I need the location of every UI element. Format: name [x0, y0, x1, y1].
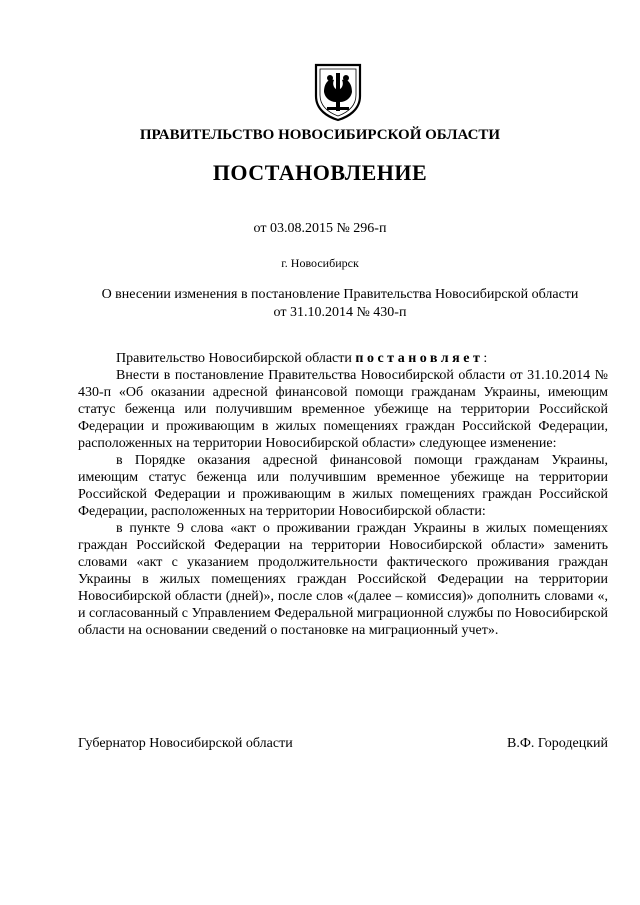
subject-line-1: О внесении изменения в постановление Правительства Новосибирской области	[101, 287, 579, 302]
paragraph-clause-9: в пункте 9 слова «акт о проживании граждан Украины в жилых помещениях граждан Российской Федерации на территории Новосибирской области» заменить словами «акт с указанием продолжительности фактического проживания граждан Украины в жилых помещениях граждан Российской Федерации на территории Новосибирской области (дней)», после слов «(далее – комиссия)» дополнить словами «, и согласованный с Управлением Федеральной миграционной службы по Новосибирской области на основании сведений о постановке на миграционный учет».	[78, 521, 608, 638]
document-body	[78, 350, 608, 639]
city-line: г. Новосибирск	[281, 256, 359, 270]
paragraph-amend: Внести в постановление Правительства Новосибирской области от 31.10.2014 № 430-п «Об оказании адресной финансовой помощи гражданам Украины, имеющим статус беженца или получившим временное убежище на территории Российской Федерации и проживающим в жилых помещениях граждан Российской Федерации, расположенных на территории Новосибирской области» следующее изменение:	[78, 368, 608, 451]
subject-block	[40, 286, 640, 322]
signature-position: Губернатор Новосибирской области	[78, 736, 293, 751]
paragraph-procedure: в Порядке оказания адресной финансовой помощи гражданам Украины, имеющим статус беженца или получившим временное убежище на территории Российской Федерации и проживающим в жилых помещениях граждан Российской Федерации, расположенных на территории Новосибирской области:	[78, 453, 608, 519]
coat-of-arms-icon	[312, 62, 364, 122]
signature-name: В.Ф. Городецкий	[507, 736, 608, 751]
organization-title: ПРАВИТЕЛЬСТВО НОВОСИБИРСКОЙ ОБЛАСТИ	[139, 127, 501, 143]
resolves-keyword: постановляет	[355, 351, 484, 366]
resolves-colon: :	[483, 351, 488, 366]
paragraph-resolves	[78, 350, 608, 367]
paragraph-resolves-text: Правительство Новосибирской области	[116, 351, 356, 366]
document-type-title: ПОСТАНОВЛЕНИЕ	[212, 160, 428, 185]
subject-line-2: от 31.10.2014 № 430-п	[273, 305, 407, 320]
date-number-line: от 03.08.2015 № 296-п	[253, 221, 387, 236]
